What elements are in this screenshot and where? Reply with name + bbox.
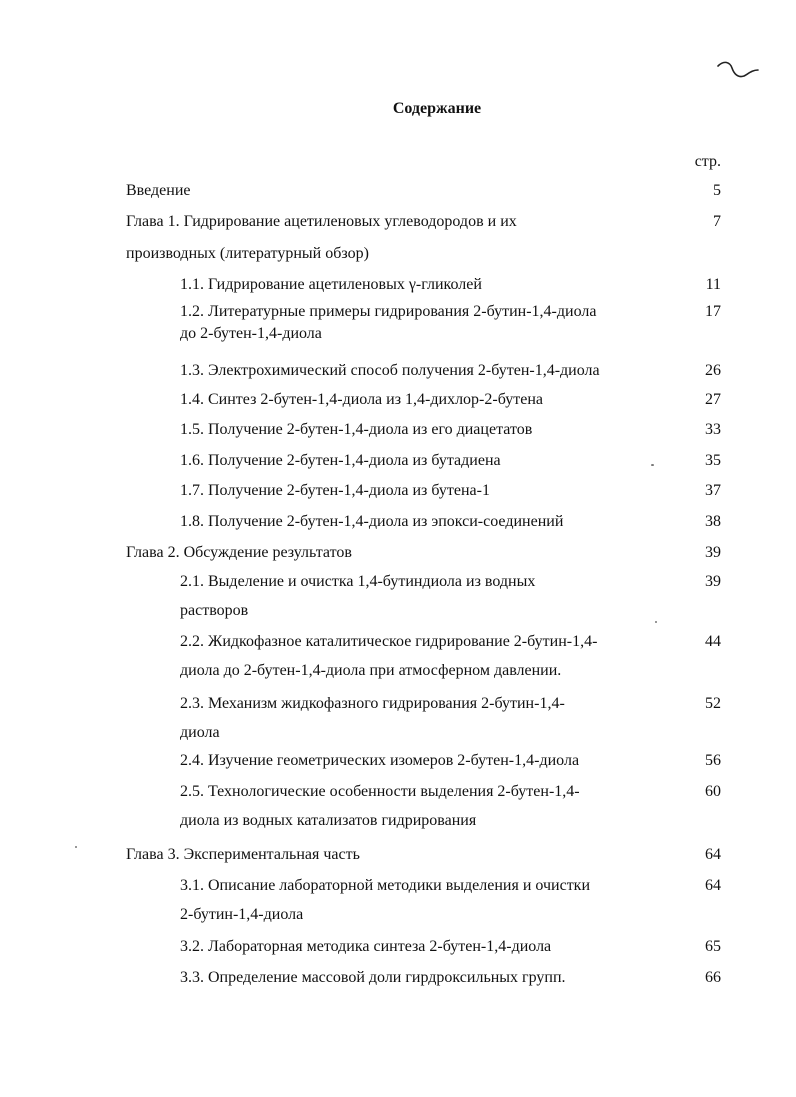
toc-entry-3-2: [180, 932, 551, 961]
toc-entry-text: 1.2. Литературные примеры гидрирования 2-бутин-1,4-диола: [180, 303, 597, 320]
toc-entry-1-7: [180, 476, 490, 505]
toc-entry-text: 2.1. Выделение и очистка 1,4-бутиндиола из водных: [180, 573, 536, 590]
toc-entry-text-continued: диола: [180, 724, 220, 741]
toc-page-number: 17: [705, 303, 721, 320]
toc-entry-text: Глава 1. Гидрирование ацетиленовых углеводородов и их: [126, 213, 517, 230]
handwritten-page-mark: [714, 58, 762, 86]
toc-entry-1-6: [180, 446, 501, 475]
scan-speck: [75, 846, 77, 848]
toc-entry-text: 3.1. Описание лабораторной методики выделения и очистки: [180, 877, 591, 894]
toc-page-number: 66: [705, 969, 721, 986]
toc-page-number: 39: [705, 544, 721, 561]
toc-page-number: 38: [705, 513, 721, 530]
toc-page-number: 37: [705, 482, 721, 499]
toc-entry-text: Глава 2. Обсуждение результатов: [126, 544, 352, 561]
toc-entry-text: 1.6. Получение 2-бутен-1,4-диола из бутадиена: [180, 452, 501, 469]
toc-entry-text-continued: диола до 2-бутен-1,4-диола при атмосферном давлении.: [180, 662, 562, 679]
scan-speck: [651, 464, 654, 466]
toc-entry-1-3: [180, 356, 600, 385]
toc-page-number: 33: [705, 421, 721, 438]
toc-entry-text-continued: диола из водных катализатов гидрирования: [180, 812, 477, 829]
toc-page-number: 35: [705, 452, 721, 469]
toc-entry-text: 2.3. Механизм жидкофазного гидрирования 2-бутин-1,4-: [180, 695, 565, 712]
toc-page-number: 5: [713, 182, 721, 199]
page-title: Содержание: [392, 100, 482, 117]
toc-entry-text-continued: производных (литературный обзор): [126, 245, 369, 262]
toc-entry-1-5: [180, 415, 532, 444]
toc-entry-text-continued: до 2-бутен-1,4-диола: [180, 325, 322, 342]
toc-entry-chapter-2: [126, 538, 352, 567]
toc-page-number: 7: [713, 213, 721, 230]
toc-entry-chapter-3: [126, 840, 360, 869]
toc-entry-2-5: [180, 777, 580, 835]
toc-page-number: 60: [705, 783, 721, 800]
toc-entry-text: 3.3. Определение массовой доли гирдроксильных групп.: [180, 969, 566, 986]
toc-entry-text: 2.2. Жидкофазное каталитическое гидрирование 2-бутин-1,4-: [180, 633, 598, 650]
toc-entry-text: Введение: [126, 182, 191, 199]
toc-entry-1-8: [180, 507, 563, 536]
toc-entry-2-4: [180, 746, 579, 775]
toc-page-number: 44: [705, 633, 721, 650]
toc-page-number: 56: [705, 752, 721, 769]
toc-entry-1-1: [180, 270, 482, 299]
toc-entry-text: 1.8. Получение 2-бутен-1,4-диола из эпокси-соединений: [180, 513, 564, 530]
toc-entry-text: 1.5. Получение 2-бутен-1,4-диола из его диацетатов: [180, 421, 533, 438]
toc-entry-text: 1.1. Гидрирование ацетиленовых γ-гликолей: [180, 276, 482, 293]
toc-page-number: 39: [705, 573, 721, 590]
toc-page-number: 64: [705, 846, 721, 863]
toc-entry-text: 2.4. Изучение геометрических изомеров 2-бутен-1,4-диола: [180, 752, 580, 769]
toc-page-number: 27: [705, 391, 721, 408]
toc-entry-3-3: [180, 963, 566, 992]
page-column-header: стр.: [694, 153, 721, 170]
toc-entry-text: Глава 3. Экспериментальная часть: [126, 846, 360, 863]
toc-page-number: 26: [705, 362, 721, 379]
toc-page-number: 52: [705, 695, 721, 712]
toc-entry-text-continued: растворов: [180, 602, 249, 619]
toc-entry-2-3: [180, 689, 565, 747]
toc-entry-text: 1.4. Синтез 2-бутен-1,4-диола из 1,4-дихлор-2-бутена: [180, 391, 543, 408]
toc-entry-text: 1.7. Получение 2-бутен-1,4-диола из бутена-1: [180, 482, 490, 499]
toc-entry-text: 1.3. Электрохимический способ получения 2-бутен-1,4-диола: [180, 362, 600, 379]
toc-entry-1-4: [180, 385, 543, 414]
toc-entry-2-1: [180, 567, 535, 625]
toc-entry-text: 2.5. Технологические особенности выделения 2-бутен-1,4-: [180, 783, 580, 800]
toc-entry-text-continued: 2-бутин-1,4-диола: [180, 906, 304, 923]
toc-entry-1-2: [180, 301, 596, 345]
toc-entry-2-2: [180, 627, 597, 685]
toc-page-number: 64: [705, 877, 721, 894]
toc-entry-3-1: [180, 871, 590, 929]
scan-speck: [655, 621, 657, 623]
toc-page-number: 65: [705, 938, 721, 955]
toc-entry-chapter-1: [126, 207, 517, 268]
toc-entry-text: 3.2. Лабораторная методика синтеза 2-бутен-1,4-диола: [180, 938, 552, 955]
toc-entry-introduction: [126, 176, 191, 205]
toc-page-number: 11: [705, 276, 721, 293]
